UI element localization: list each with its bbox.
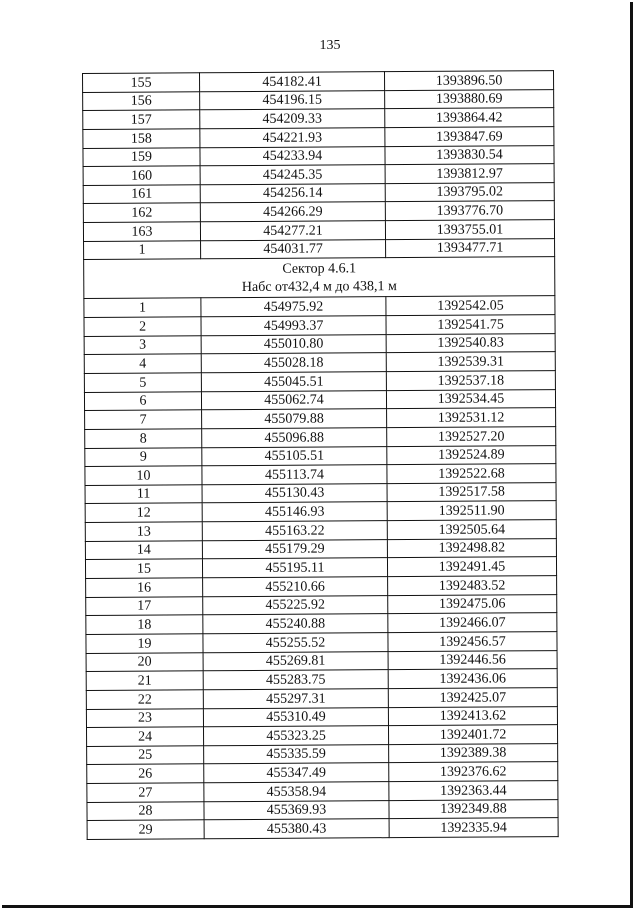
x-coordinate-cell: 454277.21 — [200, 221, 385, 241]
point-number-cell: 19 — [86, 634, 203, 653]
point-number-cell: 17 — [86, 596, 203, 615]
y-coordinate-cell: 1392517.58 — [387, 482, 556, 502]
x-coordinate-cell: 455323.25 — [203, 726, 388, 746]
x-coordinate-cell: 454196.15 — [200, 90, 385, 110]
coordinates-table — [82, 70, 559, 840]
table-row — [87, 743, 558, 765]
point-number-cell: 22 — [86, 690, 203, 709]
x-coordinate-cell: 454266.29 — [200, 202, 385, 222]
point-number-cell: 29 — [87, 820, 204, 839]
table-row — [83, 145, 554, 167]
point-number-cell: 12 — [85, 503, 202, 522]
table-row — [85, 538, 556, 560]
x-coordinate-cell: 455062.74 — [201, 390, 386, 410]
y-coordinate-cell: 1393776.70 — [385, 201, 554, 221]
table-row — [84, 296, 555, 318]
point-number-cell: 156 — [83, 91, 200, 110]
y-coordinate-cell: 1393830.54 — [385, 145, 554, 165]
point-number-cell: 21 — [86, 671, 203, 690]
point-number-cell: 27 — [87, 783, 204, 802]
point-number-cell: 157 — [83, 110, 200, 129]
y-coordinate-cell: 1392466.07 — [388, 613, 557, 633]
y-coordinate-cell: 1392524.89 — [387, 445, 556, 465]
point-number-cell: 16 — [86, 578, 203, 597]
y-coordinate-cell: 1392542.05 — [386, 296, 555, 316]
table-row — [86, 687, 557, 709]
point-number-cell: 159 — [83, 147, 200, 166]
y-coordinate-cell: 1392436.06 — [388, 669, 557, 689]
point-number-cell: 160 — [83, 166, 200, 185]
y-coordinate-cell: 1393896.50 — [384, 71, 553, 91]
point-number-cell: 20 — [86, 652, 203, 671]
point-number-cell: 158 — [83, 129, 200, 148]
table-row — [86, 706, 557, 728]
x-coordinate-cell: 455297.31 — [203, 689, 388, 709]
table-row — [84, 371, 555, 393]
y-coordinate-cell: 1392539.31 — [386, 352, 555, 372]
table-row — [84, 389, 555, 411]
y-coordinate-cell: 1392349.88 — [389, 799, 558, 819]
table-row — [87, 762, 558, 784]
y-coordinate-cell: 1392446.56 — [388, 650, 557, 670]
table-row — [85, 557, 556, 579]
y-coordinate-cell: 1392475.06 — [388, 594, 557, 614]
table-row — [85, 408, 556, 430]
table-row — [85, 464, 556, 486]
x-coordinate-cell: 455358.94 — [204, 782, 389, 802]
x-coordinate-cell: 455146.93 — [202, 502, 387, 522]
table-row — [83, 71, 554, 93]
x-coordinate-cell: 454256.14 — [200, 183, 385, 203]
table-row — [85, 445, 556, 467]
y-coordinate-cell: 1392527.20 — [387, 427, 556, 447]
table-body-bottom — [84, 296, 558, 839]
table-row — [86, 725, 557, 747]
point-number-cell: 1 — [84, 298, 201, 317]
table-row — [85, 501, 556, 523]
x-coordinate-cell: 455310.49 — [203, 707, 388, 727]
table-row — [86, 576, 557, 598]
point-number-cell: 13 — [85, 522, 202, 541]
y-coordinate-cell: 1392511.90 — [387, 501, 556, 521]
x-coordinate-cell: 455079.88 — [202, 409, 387, 429]
table-row — [83, 164, 554, 186]
table-row — [83, 89, 554, 111]
x-coordinate-cell: 455163.22 — [202, 521, 387, 541]
x-coordinate-cell: 455255.52 — [203, 633, 388, 653]
sector-header-row — [84, 257, 555, 299]
y-coordinate-cell: 1392389.38 — [389, 743, 558, 763]
x-coordinate-cell: 455028.18 — [201, 353, 386, 373]
y-coordinate-cell: 1392505.64 — [387, 520, 556, 540]
y-coordinate-cell: 1393847.69 — [385, 127, 554, 147]
point-number-cell: 14 — [85, 541, 202, 560]
x-coordinate-cell: 454221.93 — [200, 128, 385, 148]
point-number-cell: 2 — [84, 317, 201, 336]
x-coordinate-cell: 455105.51 — [202, 446, 387, 466]
y-coordinate-cell: 1393864.42 — [385, 108, 554, 128]
table-row — [83, 220, 554, 242]
table-row — [86, 650, 557, 672]
y-coordinate-cell: 1392363.44 — [389, 781, 558, 801]
table-row — [83, 201, 554, 223]
table-row — [84, 333, 555, 355]
y-coordinate-cell: 1393477.71 — [386, 238, 555, 258]
table-row — [85, 482, 556, 504]
x-coordinate-cell: 455269.81 — [203, 651, 388, 671]
table-row — [83, 182, 554, 204]
y-coordinate-cell: 1393755.01 — [385, 220, 554, 240]
table-body-top — [83, 71, 555, 260]
y-coordinate-cell: 1393795.02 — [385, 182, 554, 202]
x-coordinate-cell: 455210.66 — [203, 577, 388, 597]
point-number-cell: 6 — [84, 391, 201, 410]
table-row — [83, 108, 554, 130]
point-number-cell: 11 — [85, 485, 202, 504]
page-number: 135 — [319, 38, 341, 53]
y-coordinate-cell: 1392483.52 — [388, 576, 557, 596]
table-row — [87, 818, 558, 840]
y-coordinate-cell: 1392541.75 — [386, 315, 555, 335]
point-number-cell: 10 — [85, 466, 202, 485]
table-row — [85, 520, 556, 542]
y-coordinate-cell: 1392537.18 — [386, 371, 555, 391]
x-coordinate-cell: 455096.88 — [202, 428, 387, 448]
point-number-cell: 3 — [84, 335, 201, 354]
x-coordinate-cell: 455195.11 — [202, 558, 387, 578]
table-row — [86, 613, 557, 635]
point-number-cell: 8 — [85, 429, 202, 448]
x-coordinate-cell: 454993.37 — [201, 316, 386, 336]
point-number-cell: 163 — [83, 222, 200, 241]
x-coordinate-cell: 455130.43 — [202, 483, 387, 503]
x-coordinate-cell: 454233.94 — [200, 146, 385, 166]
x-coordinate-cell: 455283.75 — [203, 670, 388, 690]
point-number-cell: 9 — [85, 447, 202, 466]
y-coordinate-cell: 1392335.94 — [389, 818, 558, 838]
y-coordinate-cell: 1392491.45 — [387, 557, 556, 577]
sector-header-cell — [84, 257, 555, 299]
point-number-cell: 4 — [84, 354, 201, 373]
table-row — [84, 352, 555, 374]
point-number-cell: 26 — [87, 764, 204, 783]
x-coordinate-cell: 454245.35 — [200, 165, 385, 185]
x-coordinate-cell: 454209.33 — [200, 109, 385, 129]
y-coordinate-cell: 1392376.62 — [389, 762, 558, 782]
y-coordinate-cell: 1392534.45 — [386, 389, 555, 409]
x-coordinate-cell: 455369.93 — [204, 800, 389, 820]
point-number-cell: 162 — [83, 203, 200, 222]
table-row — [83, 127, 554, 149]
x-coordinate-cell: 455335.59 — [204, 744, 389, 764]
x-coordinate-cell: 455380.43 — [204, 819, 389, 839]
y-coordinate-cell: 1393812.97 — [385, 164, 554, 184]
point-number-cell: 1 — [84, 241, 201, 260]
point-number-cell: 18 — [86, 615, 203, 634]
x-coordinate-cell: 455045.51 — [201, 372, 386, 392]
sector-subtitle: Набс от432,4 м до 438,1 м — [241, 278, 397, 295]
y-coordinate-cell: 1392522.68 — [387, 464, 556, 484]
x-coordinate-cell: 455347.49 — [204, 763, 389, 783]
x-coordinate-cell: 455225.92 — [203, 595, 388, 615]
table-row — [86, 594, 557, 616]
table-row — [85, 427, 556, 449]
point-number-cell: 15 — [85, 559, 202, 578]
y-coordinate-cell: 1392498.82 — [387, 538, 556, 558]
table-row — [84, 238, 555, 260]
table-row — [87, 781, 558, 803]
x-coordinate-cell: 455179.29 — [202, 539, 387, 559]
x-coordinate-cell: 454031.77 — [201, 239, 386, 259]
x-coordinate-cell: 455113.74 — [202, 465, 387, 485]
table-row — [86, 669, 557, 691]
point-number-cell: 23 — [86, 708, 203, 727]
x-coordinate-cell: 455010.80 — [201, 334, 386, 354]
sector-title: Сектор 4.6.1 — [282, 261, 357, 277]
y-coordinate-cell: 1392401.72 — [388, 725, 557, 745]
point-number-cell: 161 — [83, 185, 200, 204]
y-coordinate-cell: 1392425.07 — [388, 687, 557, 707]
x-coordinate-cell: 454975.92 — [201, 297, 386, 317]
point-number-cell: 24 — [86, 727, 203, 746]
table-row — [84, 315, 555, 337]
y-coordinate-cell: 1393880.69 — [385, 89, 554, 109]
y-coordinate-cell: 1392456.57 — [388, 632, 557, 652]
sector-header — [84, 257, 555, 299]
y-coordinate-cell: 1392413.62 — [388, 706, 557, 726]
table-row — [86, 632, 557, 654]
table-row — [87, 799, 558, 821]
point-number-cell: 155 — [83, 73, 200, 92]
point-number-cell: 25 — [87, 746, 204, 765]
point-number-cell: 7 — [85, 410, 202, 429]
point-number-cell: 28 — [87, 801, 204, 820]
x-coordinate-cell: 454182.41 — [200, 72, 385, 92]
point-number-cell: 5 — [84, 373, 201, 392]
y-coordinate-cell: 1392540.83 — [386, 333, 555, 353]
x-coordinate-cell: 455240.88 — [203, 614, 388, 634]
y-coordinate-cell: 1392531.12 — [387, 408, 556, 428]
